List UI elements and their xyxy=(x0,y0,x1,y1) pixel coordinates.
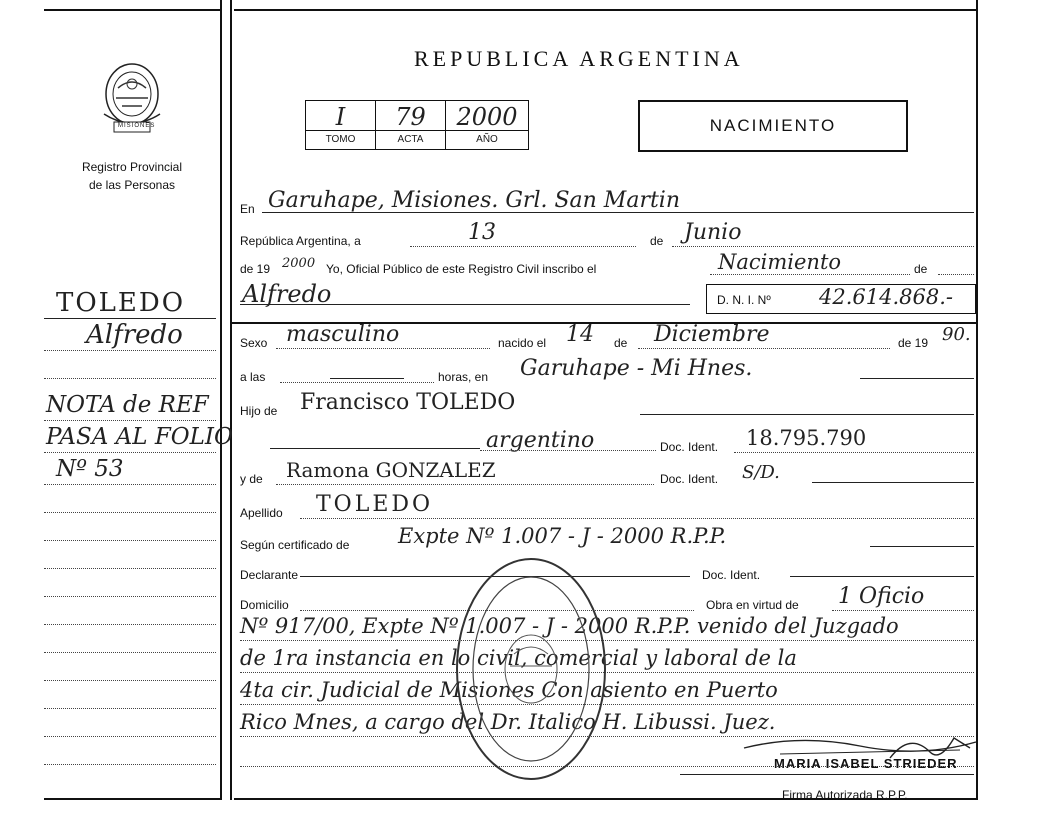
margin-surname: TOLEDO xyxy=(56,288,186,318)
date-month-dots xyxy=(672,246,974,247)
margin-line-11 xyxy=(44,624,216,625)
father-name: Francisco TOLEDO xyxy=(300,390,516,415)
address-label: Domicilio xyxy=(240,598,289,612)
date-day-dots xyxy=(410,246,636,247)
mother-doc-value: S/D. xyxy=(742,462,780,483)
acta-cell xyxy=(376,101,446,149)
sex-dots xyxy=(276,348,490,349)
signature-line xyxy=(680,774,974,775)
father-line xyxy=(640,414,974,415)
note-line-1: Nº 917/00, Expte Nº 1.007 - J - 2000 R.P.P. venido del Juzgado xyxy=(240,614,899,638)
margin-note-line3: Nº 53 xyxy=(56,456,124,482)
place-birth-value: Garuhape - Mi Hnes. xyxy=(520,356,753,381)
place-birth-line xyxy=(860,378,974,379)
father-doc-value: 18.795.790 xyxy=(746,426,867,450)
dni-value: 42.614.868.- xyxy=(819,285,954,309)
note-line-3: 4ta cir. Judicial de Misiones Con asiento en Puerto xyxy=(240,678,778,702)
inscription-dots xyxy=(710,274,910,275)
place-prefix: En xyxy=(240,202,255,216)
top-border-right xyxy=(234,9,978,11)
mother-dots xyxy=(276,484,654,485)
authority-label: Obra en virtud de xyxy=(706,598,799,612)
bottom-border-left xyxy=(44,798,220,800)
date-day: 13 xyxy=(468,220,496,245)
margin-line-2 xyxy=(44,350,216,351)
margin-line-7 xyxy=(44,512,216,513)
authorized-signature-label: Firma Autorizada R.P.P. xyxy=(782,788,908,802)
ano-label: AÑO xyxy=(446,130,528,149)
father-doc-label: Doc. Ident. xyxy=(660,440,719,454)
birth-month-dots xyxy=(638,348,890,349)
margin-line-12 xyxy=(44,652,216,653)
official-name: MARIA ISABEL STRIEDER xyxy=(774,756,958,771)
margin-note-line1: NOTA de REF xyxy=(46,392,209,418)
mother-doc-line xyxy=(812,482,974,483)
date-de: de xyxy=(650,234,664,248)
surname-value: TOLEDO xyxy=(316,492,434,517)
margin-name: Alfredo xyxy=(86,320,183,350)
child-name: Alfredo xyxy=(242,280,332,308)
official-stamp xyxy=(452,554,610,784)
inscription-type: Nacimiento xyxy=(718,250,842,274)
record-type-label: NACIMIENTO xyxy=(709,116,837,135)
birth-month: Diciembre xyxy=(654,322,770,347)
place-line xyxy=(262,212,974,213)
inscription-de-dots xyxy=(938,274,974,275)
record-type-box xyxy=(638,100,908,152)
sidebar-divider-right xyxy=(230,0,232,800)
right-border xyxy=(976,0,978,800)
child-name-line xyxy=(240,304,690,305)
record-number-box xyxy=(305,100,529,150)
margin-line-6 xyxy=(44,484,216,485)
father-nat-dots xyxy=(480,450,656,451)
registry-name-line2: de las Personas xyxy=(88,178,176,192)
mother-label: y de xyxy=(240,472,263,486)
margin-line-3 xyxy=(44,378,216,379)
margin-line-13 xyxy=(44,680,216,681)
date-label: República Argentina, a xyxy=(240,234,361,248)
seal-ribbon-text: MISIONES xyxy=(118,123,156,129)
birth-year: 90. xyxy=(942,324,971,345)
certificate-line xyxy=(870,546,974,547)
father-doc-dots xyxy=(734,452,974,453)
dni-box xyxy=(706,284,976,314)
surname-label: Apellido xyxy=(240,506,283,520)
tomo-label: TOMO xyxy=(306,130,375,149)
sidebar-divider-left xyxy=(220,0,222,800)
oficial-text: Yo, Oficial Público de este Registro Civil inscribo el xyxy=(326,262,597,276)
margin-note-line2: PASA AL FOLIO xyxy=(46,424,233,450)
ano-value: 2000 xyxy=(456,103,518,131)
margin-line-8 xyxy=(44,540,216,541)
authority-value: 1 Oficio xyxy=(838,584,925,609)
birth-de: de xyxy=(614,336,628,350)
father-label: Hijo de xyxy=(240,404,278,418)
mother-name: Ramona GONZALEZ xyxy=(286,458,496,482)
father-nationality: argentino xyxy=(486,428,595,453)
place-value: Garuhape, Misiones. Grl. San Martin xyxy=(268,188,681,213)
birth-day: 14 xyxy=(566,322,594,347)
document-title: REPUBLICA ARGENTINA xyxy=(414,46,744,71)
birth-year-prefix: de 19 xyxy=(898,336,929,350)
margin-line-4 xyxy=(44,420,216,421)
time-dots xyxy=(280,382,434,383)
tomo-value: I xyxy=(335,103,346,131)
place-birth-label: horas, en xyxy=(438,370,489,384)
acta-value: 79 xyxy=(395,103,426,131)
province-seal xyxy=(96,58,168,142)
mother-doc-label: Doc. Ident. xyxy=(660,472,719,486)
time-label: a las xyxy=(240,370,266,384)
registry-name-line1: Registro Provincial xyxy=(81,160,183,174)
margin-line-16 xyxy=(44,764,216,765)
authority-dots xyxy=(832,610,974,611)
declarant-label: Declarante xyxy=(240,568,299,582)
surname-dots xyxy=(300,518,974,519)
acta-label: ACTA xyxy=(376,130,445,149)
margin-line-10 xyxy=(44,596,216,597)
declarant-doc-label: Doc. Ident. xyxy=(702,568,761,582)
top-border-left xyxy=(44,9,220,11)
margin-line-14 xyxy=(44,708,216,709)
margin-line-5 xyxy=(44,452,216,453)
margin-line-15 xyxy=(44,736,216,737)
note-line-4: Rico Mnes, a cargo del Dr. Italico H. Libussi. Juez. xyxy=(240,710,776,734)
sex-value: masculino xyxy=(286,322,400,347)
year-value: 2000 xyxy=(282,256,316,271)
year-prefix: de 19 xyxy=(240,262,271,276)
margin-line-9 xyxy=(44,568,216,569)
date-month: Junio xyxy=(684,220,742,245)
note-line-2: de 1ra instancia en lo civil, comercial y laboral de la xyxy=(240,646,797,670)
tomo-cell xyxy=(306,101,376,149)
inscription-de: de xyxy=(914,262,928,276)
time-line xyxy=(330,378,404,379)
certificate-label: Según certificado de xyxy=(240,538,350,552)
ano-cell xyxy=(446,101,528,149)
sex-label: Sexo xyxy=(240,336,268,350)
certificate-value: Expte Nº 1.007 - J - 2000 R.P.P. xyxy=(398,524,727,548)
father-nat-line xyxy=(270,448,480,449)
dni-label: D. N. I. Nº xyxy=(717,293,771,307)
declarant-doc-line xyxy=(790,576,974,577)
birth-label: nacido el xyxy=(498,336,547,350)
margin-line-1 xyxy=(44,318,216,319)
